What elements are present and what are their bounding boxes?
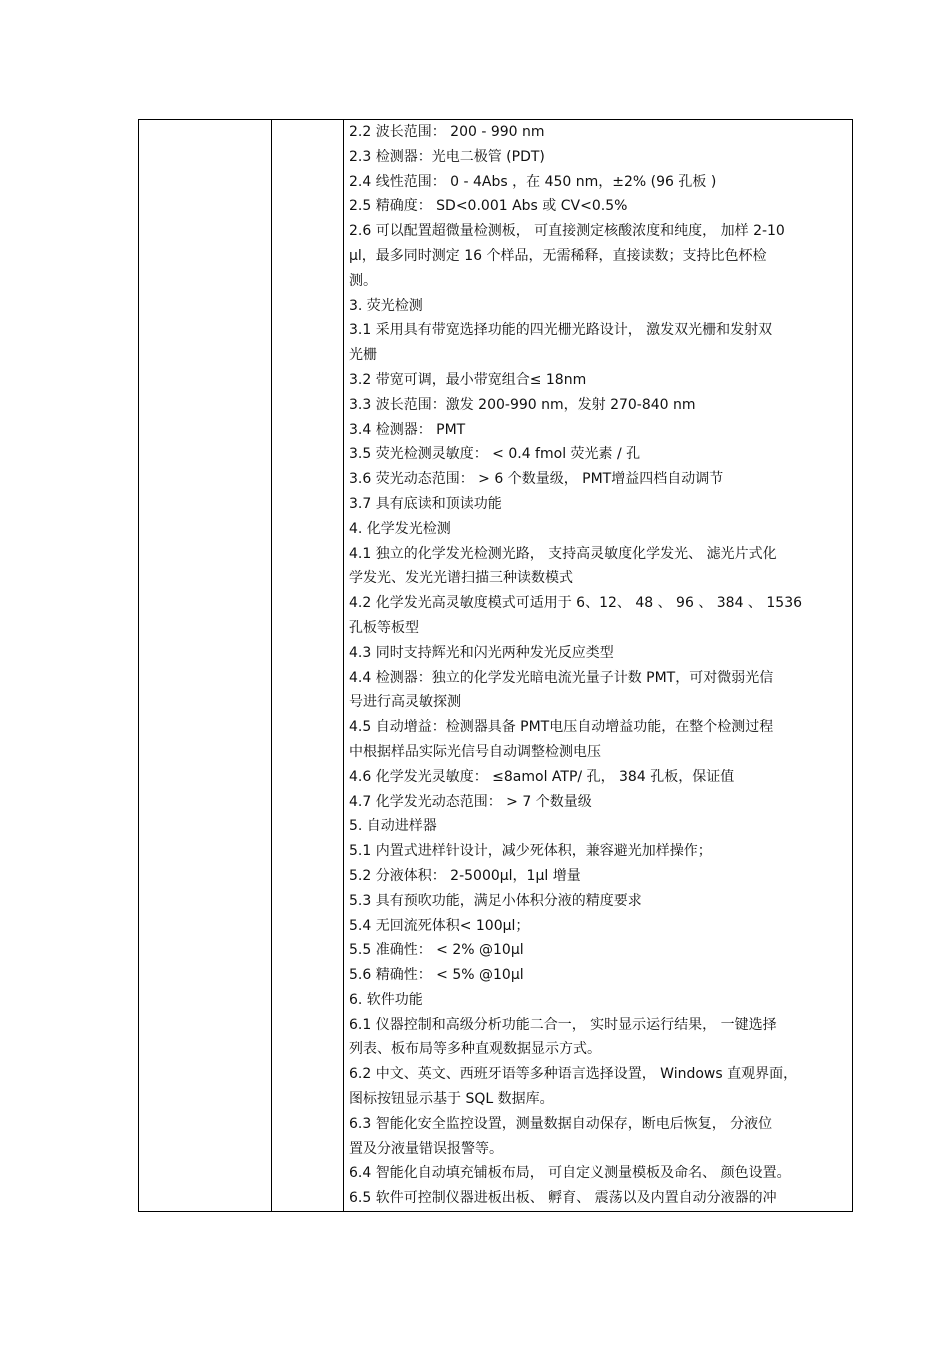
text-line: 4.5 自动增益：检测器具备 PMT电压自动增益功能，在整个检测过程 [349,719,774,736]
text-line: 6.4 智能化自动填充铺板布局， 可自定义测量模板及命名、 颜色设置。 [349,1165,791,1182]
text-line: 3.2 带宽可调，最小带宽组合≤ 18nm [349,371,587,388]
text-line: 2.3 检测器：光电二极管 (PDT) [349,148,545,165]
text-line: μl，最多同时测定 16 个样品，无需稀释，直接读数；支持比色杯检 [349,247,767,264]
text-line: 5.5 准确性： < 2% @10μl [349,942,524,959]
text-line: 5.6 精确性： < 5% @10μl [349,967,524,984]
section-heading: 4. 化学发光检测 [349,520,451,537]
text-line: 中根据样品实际光信号自动调整检测电压 [349,743,601,760]
text-line: 6.3 智能化安全监控设置，测量数据自动保存，断电后恢复， 分液位 [349,1115,773,1132]
text-line: 6.5 软件可控制仪器进板出板、 孵育、 震荡以及内置自动分液器的冲 [349,1190,777,1207]
text-line: 5.4 无回流死体积< 100μl； [349,917,530,934]
text-line: 4.6 化学发光灵敏度： ≤8amol ATP/ 孔， 384 孔板，保证值 [349,768,735,785]
text-line: 3.5 荧光检测灵敏度： < 0.4 fmol 荧光素 / 孔 [349,446,641,463]
text-line: 6.2 中文、英文、西班牙语等多种语言选择设置， Windows 直观界面， [349,1066,798,1083]
text-line: 4.7 化学发光动态范围： > 7 个数量级 [349,793,592,810]
text-line: 4.1 独立的化学发光检测光路， 支持高灵敏度化学发光、 滤光片式化 [349,545,777,562]
text-line: 5.1 内置式进样针设计，减少死体积，兼容避光加样操作； [349,843,712,860]
text-line: 列表、板布局等多种直观数据显示方式。 [349,1041,601,1058]
text-line: 2.4 线性范围： 0 - 4Abs ，在 450 nm，±2% (96 孔板 ) [349,173,717,190]
table-cell-empty-1 [139,120,271,1211]
text-line: 测。 [349,272,377,289]
text-line: 置及分液量错误报警等。 [349,1140,503,1157]
text-line: 6.1 仪器控制和高级分析功能二合一， 实时显示运行结果， 一键选择 [349,1016,777,1033]
text-line: 4.3 同时支持辉光和闪光两种发光反应类型 [349,644,614,661]
section-heading: 3. 荧光检测 [349,297,423,314]
text-line: 4.2 化学发光高灵敏度模式可适用于 6、12、 48 、 96 、 384 、 1536 [349,595,803,612]
text-line: 2.6 可以配置超微量检测板， 可直接测定核酸浓度和纯度， 加样 2-10 [349,223,785,240]
text-line: 2.5 精确度： SD<0.001 Abs 或 CV<0.5% [349,198,628,215]
text-line: 号进行高灵敏探测 [349,694,461,711]
column-divider-2 [343,120,344,1211]
text-line: 学发光、发光光谱扫描三种读数模式 [349,570,573,587]
text-line: 5.2 分液体积： 2-5000μl，1μl 增量 [349,867,581,884]
text-line: 3.6 荧光动态范围： > 6 个数量级， PMT增益四档自动调节 [349,471,724,488]
text-line: 4.4 检测器：独立的化学发光暗电流光量子计数 PMT，可对微弱光信 [349,669,774,686]
section-heading: 6. 软件功能 [349,991,423,1008]
spec-content-cell [349,120,844,1211]
spec-table [138,119,853,1212]
text-line: 光栅 [349,347,377,364]
text-line: 图标按钮显示基于 SQL 数据库。 [349,1091,554,1108]
text-line: 3.4 检测器： PMT [349,421,466,438]
text-line: 3.7 具有底读和顶读功能 [349,495,502,512]
text-line: 2.2 波长范围： 200 - 990 nm [349,124,545,140]
text-line: 孔板等板型 [349,619,419,636]
section-heading: 5. 自动进样器 [349,818,437,835]
table-cell-empty-2 [272,120,343,1211]
text-line: 3.3 波长范围：激发 200-990 nm，发射 270-840 nm [349,396,696,413]
text-line: 5.3 具有预吹功能，满足小体积分液的精度要求 [349,892,642,909]
text-line: 3.1 采用具有带宽选择功能的四光栅光路设计， 激发双光栅和发射双 [349,322,773,339]
